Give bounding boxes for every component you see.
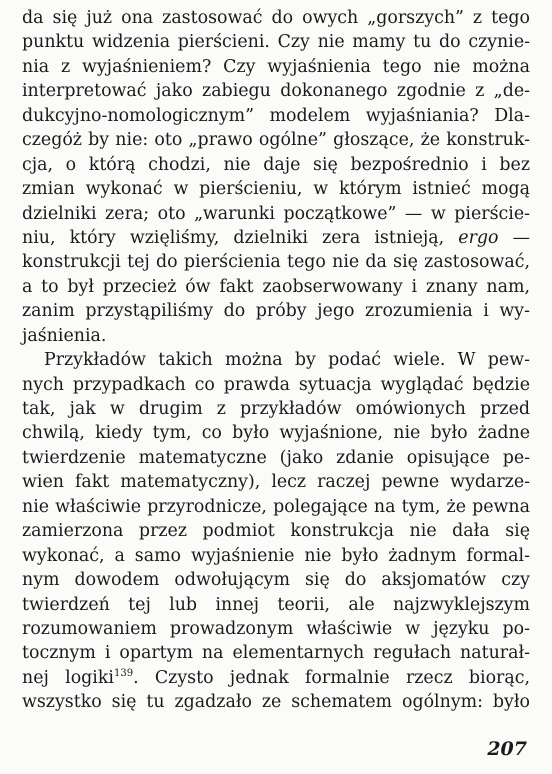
body-text	[22, 6, 530, 715]
text-line: dzielniki zera; oto „warunki początkowe” — w pierście-	[22, 203, 530, 224]
footnote-reference[interactable]: 139	[113, 668, 134, 680]
text-line: dukcyjno-nomologicznym” modelem wyjaśniania? Dla-	[22, 105, 530, 126]
text-line: chwilą, kiedy tym, co było wyjaśnione, nie było żadne	[22, 423, 530, 444]
text-line: tocznym i opartym na elementarnych regułach naturał-	[22, 643, 530, 664]
text-line: nym dowodem odwołującym się do aksjomatów czy	[22, 570, 530, 591]
text-line: da się już ona zastosować do owych „gorszych” z tego	[22, 8, 530, 28]
text-line	[22, 666, 530, 690]
text-line: cja, o którą chodzi, nie daje się bezpośrednio i bez	[22, 154, 530, 175]
text-line: tak, jak w drugim z przykładów omówionych przed	[22, 399, 530, 419]
text-line: Przykładów takich można by podać wiele. W pew-	[44, 350, 530, 371]
text-line: nie właściwie przyrodnicze, polegające na tym, że pewna	[22, 496, 530, 517]
line-rest: Czysto jednak formalnie rzecz biorąc,	[154, 667, 530, 688]
text-line: rozumowaniem prowadzonym właściwie w języku po-	[22, 618, 530, 639]
text-line: zanim przystąpiliśmy do próby jego zrozumienia i wy-	[22, 301, 530, 322]
text-line: konstrukcji tej do pierścienia tego nie da się zastosować,	[22, 252, 530, 273]
text-line: interpretować jako zabiegu dokonanego zgodnie z „de-	[22, 81, 530, 102]
text-line: wien fakt matematyczny), lecz raczej pewne wydarze-	[22, 472, 530, 493]
text-line: punktu widzenia pierścieni. Czy nie mamy tu do czynie-	[22, 32, 530, 53]
line-prefix: nej logiki	[22, 667, 114, 688]
text-line: czegóż by nie: oto „prawo ogólne” głoszące, że konstruk-	[22, 130, 530, 151]
text-line: nia z wyjaśnieniem? Czy wyjaśnienia tego nie można	[22, 56, 530, 77]
text-line: zmian wykonać w pierścieniu, w którym istnieć mogą	[22, 179, 530, 200]
text-line: nych przypadkach co prawda sytuacja wyglądać będzie	[22, 374, 530, 395]
text-line	[22, 226, 530, 250]
text-line: jaśnienia.	[22, 325, 107, 346]
text-line: zamierzona przez podmiot konstrukcja nie dała się	[22, 521, 530, 542]
text-line: twierdzenie matematyczne (jako zdanie opisujące pe-	[22, 447, 530, 468]
page-number: 207	[487, 738, 527, 760]
text-line: a to był przecież ów fakt zaobserwowany i znany nam,	[22, 276, 530, 297]
text-line: wykonać, a samo wyjaśnienie nie było żadnym formal-	[22, 545, 530, 566]
line-suffix: —	[498, 227, 530, 248]
line-suffix: .	[133, 667, 155, 688]
ergo-italic: ergo	[458, 227, 499, 248]
text-line: wszystko się tu zgadzało ze schematem ogólnym: było	[22, 692, 530, 713]
text-line: twierdzeń tej lub innej teorii, ale najzwyklejszym	[22, 594, 530, 615]
line-prefix: niu, który wzięliśmy, dzielniki zera istnieją,	[22, 227, 459, 248]
